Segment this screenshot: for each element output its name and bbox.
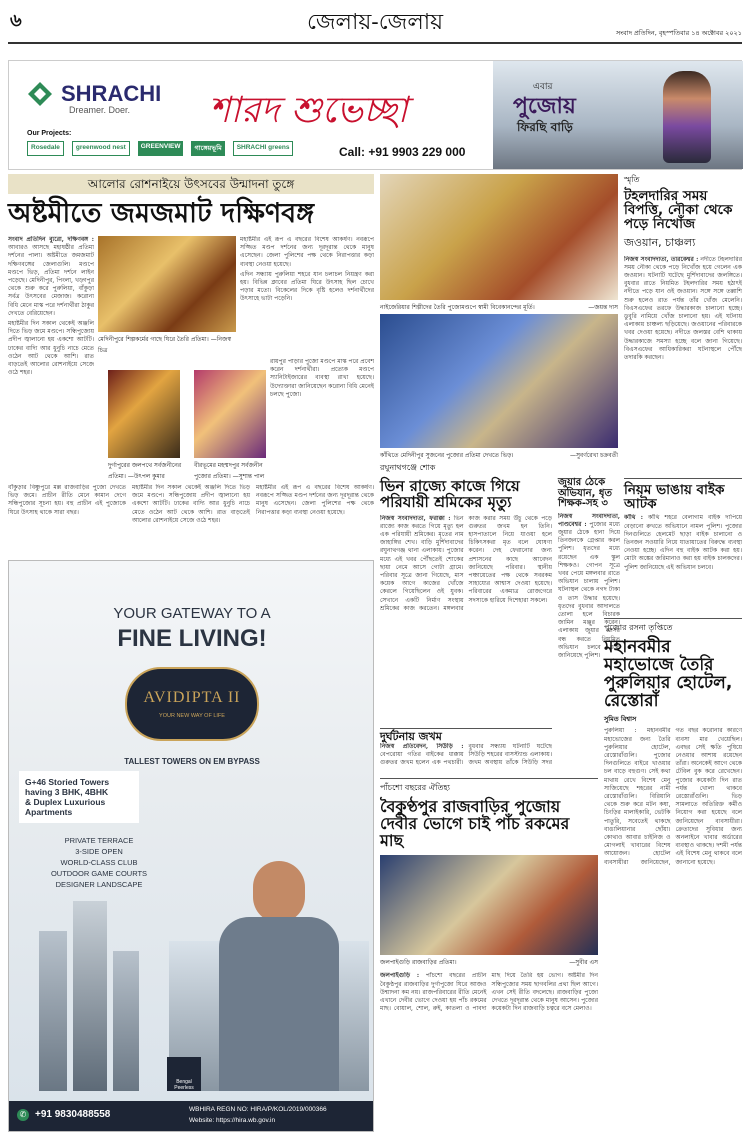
ad-phone[interactable]: Call: +91 9903 229 000 xyxy=(339,145,466,159)
brand-name: SHRACHI xyxy=(61,81,162,106)
ad-regn: WBHIRA REGN NO: HIRA/P/KOL/2019/000366 xyxy=(189,1106,327,1113)
lead-headline: অষ্টমীতে জমজমাট দক্ষিণবঙ্গ xyxy=(8,198,315,229)
bike-story xyxy=(624,478,742,614)
photo-credit: —সুবীর এস xyxy=(569,959,598,967)
lead-photo3 xyxy=(194,370,266,458)
amenity-line: WORLD-CLASS CLUB xyxy=(60,858,138,867)
lead-body2-cont: মহাষ্টমীর দিন সকাল থেকেই অঞ্জলি দিতে ভিড় জমে মণ্ডপে। সন্ধিপুজোয় প্রদীপ জ্বালানো হয় একশো আটটি। ঢাকের বাদ্যি আর ধুনুচি নাচে মেতে ওঠেন আট থেকে আশি। রাত বাড়তেই আলোর রোশনাইয়ে সেজে ওঠে শহর। xyxy=(132,484,250,524)
top-ad[interactable] xyxy=(8,60,742,170)
lead-body3: মহাষ্টমীর এই রূপ এ বছরের বিশেষ আকর্ষণ। নবরূপে সজ্জিত মণ্ডপ দর্শনের জন্য দূরদূরান্ত থেকে মানুষ এসেছেন। জেলা পুলিশের পক্ষ থেকে নিরাপত্তার কড়া ব্যবস্থা নেওয়া হয়েছে। xyxy=(240,236,374,268)
caption-text: কাঁথিতে মেদিনীপুর সুজনের পুজোর প্রতিমা দেখতে ভিড়। xyxy=(380,452,514,459)
side-subhead: জওয়ান, চাঞ্চল্য xyxy=(624,235,696,249)
lead-body2: মহাষ্টমীর দিন সকাল থেকেই অঞ্জলি দিতে ভিড় জমে মণ্ডপে। সন্ধিপুজোয় প্রদীপ জ্বালানো হয় একশো আটটি। ঢাকের বাদ্যি আর ধুনুচি নাচে মেতে ওঠেন আট থেকে আশি। রাত বাড়তেই আলোর রোশনাইয়ে সেজে ওঠে শহর। xyxy=(8,320,94,377)
model-figure xyxy=(663,71,711,163)
feature-line: & Duplex Luxurious xyxy=(25,797,106,807)
migrant-byline: নিজস্ব সংবাদদাতা, ফরাক্কা : xyxy=(380,514,451,522)
caption-text: নাইজেরিয়ার শিল্পীদের তৈরি পুজোমণ্ডপে স্বামী বিবেকানন্দের মূর্তি। xyxy=(380,304,535,311)
right-line2: পুজোয় xyxy=(513,93,576,119)
lead-caption3 xyxy=(194,460,274,482)
amenity-line: DESIGNER LANDSCAPE xyxy=(55,880,143,889)
caption-text: দুর্গাপুরের জলপথে সর্বজনীনের প্রতিমা। xyxy=(108,462,182,480)
mid-caption2 xyxy=(380,450,618,461)
caption-text: বীরভূমের মহম্মদপুর সর্বজনীন পুজোর প্রতিমা। xyxy=(194,462,263,480)
rajbari-body-text: পাঁচশো বছরের প্রাচীন বৈকুণ্ঠপুর রাজবাড়ির দুর্গাপুজো ঘিরে আজও উন্মাদনা কম নয়। রাজপরিবারের রীতি মেনেই এখানে দেবীর ভোগে দেওয়া হয় পাঁচ রকমের মাছ। বোয়াল, শোল, রুই, কাতলা ও পাবদা মাছ দিয়ে তৈরি হয় ভোগ। অষ্টমীর দিন সন্ধিপুজোর সময় ছাগবলির প্রথা ছিল আগে। এখন সেই রীতি বদলেছে। রাজবাড়ির পুজো দেখতে দূরদূরান্ত থেকে মানুষ আসেন। পুজোর কয়েকটা দিন রাজবাড়ি চত্বরে বসে মেলাও। xyxy=(380,972,598,1013)
ad-website[interactable]: Website: https://hira.wb.gov.in xyxy=(189,1117,276,1124)
projects-list xyxy=(27,141,327,156)
ad-headline: শারদ শুভেচ্ছা xyxy=(209,90,408,131)
rajbari-headline: বৈকুণ্ঠপুর রাজবাড়ির পুজোয় দেবীর ভোগে চাই পাঁচ রকমের মাছ xyxy=(380,797,570,850)
right-line3: ফিরছি বাড়ি xyxy=(517,120,573,134)
lead-caption2 xyxy=(108,460,188,482)
bike-headline: নিয়ম ভাঙায় বাইক আটক xyxy=(624,482,725,513)
lead-body5: রায়পুর পাড়ার পুজো মণ্ডপে মাস্ক পরে প্রবেশ করেন দর্শনার্থীরা। প্রত্যেক মণ্ডপে স্যানিটাইজারের ব্যবস্থা রাখা হয়েছে। উদ্যোক্তারা জানিয়েছেন করোনা বিধি মেনেই চলছে পুজো। xyxy=(270,358,374,398)
ad-tag1: YOUR GATEWAY TO A xyxy=(113,605,271,622)
mid-photo2 xyxy=(380,314,618,448)
side-body xyxy=(624,256,742,456)
ad-phone-number[interactable]: +91 9830488558 xyxy=(35,1109,111,1120)
rajbari-byline: জলপাইগুড়ি : xyxy=(380,972,420,980)
avidipta-ad[interactable] xyxy=(8,560,374,1132)
rajbari-kicker: পাঁচশো বছরের ঐতিহ্য xyxy=(380,783,450,792)
amenity-line: 3-SIDE OPEN xyxy=(75,847,123,856)
lead-body3-cont: মহাষ্টমীর এই রূপ এ বছরের বিশেষ আকর্ষণ। নবরূপে সজ্জিত মণ্ডপ দর্শনের জন্য দূরদূরান্ত থেকে মানুষ এসেছেন। জেলা পুলিশের পক্ষ থেকে নিরাপত্তার কড়া ব্যবস্থা নেওয়া হয়েছে। xyxy=(256,484,374,516)
purulia-byline: সুমিত বিশ্বাস xyxy=(604,715,637,724)
shrachi-logo xyxy=(25,79,55,109)
photo-credit: —জয়ন্ত দাস xyxy=(588,304,618,311)
caption-text: জলপাইগুড়ি রাজবাড়ির প্রতিমা। xyxy=(380,959,457,967)
tower-illustration xyxy=(19,901,169,1091)
lead-story xyxy=(8,174,374,556)
accident-body-text: বেপরোয়া গতির বাইকের ধাক্কায় গুরুতর জখম হলেন এক পথচারী। বুধবার সন্ধ্যায় ঘটনাটি ঘটেছে সিউড়ি শহরের বাসস্ট্যান্ড এলাকায়। জখম অবস্থায় তাঁকে সিউড়ি সদর xyxy=(380,742,552,766)
project-logo: SHRACHI greens xyxy=(233,141,294,156)
side-body-text: নদীতে টহলদারির সময় নৌকা থেকে পড়ে নিখোঁজ হয়ে গেলেন এক জওয়ান। ঘটনাটি ঘটেছে মুর্শিদাবাদের জলঙ্গিতে। বুধবার রাতে নিয়মিত টহলদারির সময় হঠাৎই নদীতে পড়ে যান ওই জওয়ান। সঙ্গে সঙ্গে তল্লাশি শুরু হলেও রাত পর্যন্ত তাঁর খোঁজ মেলেনি। বিএসএফের তরফে উদ্ধারকাজ চালানো হচ্ছে। ডুবুরি নামিয়ে খোঁজ চালানো হয়। এই ঘটনায় এলাকায় চাঞ্চল্য ছড়িয়েছে। জওয়ানের পরিবারকে খবর দেওয়া হয়েছে। নদীতে জলস্তর বেশি থাকায় উদ্ধারকাজে সমস্যা হচ্ছে বলে জানা গিয়েছে। বিএসএফের আধিকারিকরা ঘটনাস্থলে পৌঁছে তদারকি করছেন। xyxy=(624,255,742,361)
lead-photo1 xyxy=(98,236,236,332)
accident-headline: দুর্ঘটনায় জখম xyxy=(380,730,442,743)
migrant-headline: ভিন রাজ্যে কাজে গিয়ে পরিযায়ী শ্রমিকের মৃত্যু xyxy=(380,477,520,511)
rajbari-photo xyxy=(380,855,598,955)
ad-footer xyxy=(9,1101,373,1131)
lead-body1: আবারও আসছে মহাষষ্ঠীর প্রতিমা দর্শনের পালা। অষ্টমীতে জমজমাট দক্ষিণবঙ্গের জেলাগুলি। মণ্ডপে মণ্ডপে ভিড়, প্রতিমা দর্শনে লাইন পড়েছে। মেদিনীপুর, পিংলা, খড়্গপুর থেকে শুরু করে পুরুলিয়া, বাঁকুড়া সর্বত্র উৎসবের মেজাজ। করোনা বিধি মেনে মাস্ক পরে দর্শনার্থীরা ঠাকুর দেখতে বেরিয়েছেন। xyxy=(8,244,94,317)
lead-col1 xyxy=(8,236,94,474)
side-headline: টহলদারির সময় বিপত্তি, নৌকা থেকে পড়ে নিখোঁজ xyxy=(624,188,733,233)
migrant-kicker: রঘুনাথগঞ্জে শোক xyxy=(380,463,436,472)
ad-features xyxy=(19,771,139,823)
lead-kicker: আলোর রোশনাইয়ে উৎসবের উন্মাদনা তুঙ্গে xyxy=(8,174,374,194)
lead-photo2 xyxy=(108,370,180,458)
photo-credit: —সুবর্ণরেখা চক্রবর্তী xyxy=(569,452,618,459)
rajbari-caption xyxy=(380,957,598,968)
feature-line: having 3 BHK, 4BHK xyxy=(25,787,109,797)
lead-byline: সংবাদ প্রতিদিন ব্যুরো, দক্ষিণবঙ্গ : xyxy=(8,236,94,243)
amenity-line: OUTDOOR GAME COURTS xyxy=(50,869,148,878)
project-badge xyxy=(125,667,259,741)
bike-body-text: কাঁথি শহরে বেলাগাম বাইক দাপিয়ে বেড়ানো রুখতে অভিযানে নামল পুলিশ। পুজোর দিনগুলিতে হেলমেট ছাড়া বাইক চালানো ও তিনজন সওয়ারি নিয়ে যাতায়াতের বিরুদ্ধে ব্যবস্থা নেওয়া হচ্ছে। এদিন বহু বাইক আটক করা হয়। মোটা অঙ্কের জরিমানাও করা হয় বাইক চালকদের। পুলিশ জানিয়েছে এই অভিযান চলবে। xyxy=(624,514,742,571)
migrant-body xyxy=(380,515,552,711)
lead-caption1 xyxy=(98,334,236,356)
section-title: জেলায়-জেলায় xyxy=(306,10,444,35)
lead-body6: বাঁকুড়ার বিষ্ণুপুরে মল্ল রাজবাড়ির পুজো দেখতে ভিড় জমে। প্রাচীন রীতি মেনে কামান দেগে সন্ধিপুজোর সূচনা হয়। বহু প্রাচীন এই পুজোকে ঘিরে উৎসাহ থাকে সারা বছর। xyxy=(8,484,126,516)
lead-col4 xyxy=(270,358,374,484)
purulia-body xyxy=(604,727,742,1107)
lead-col5 xyxy=(8,484,374,556)
purulia-headline: মহানবমীর মহাভোজে তৈরি পুরুলিয়ার হোটেল, রেস্তোরাঁ xyxy=(604,637,733,711)
mid-caption1 xyxy=(380,302,618,313)
ad-amenities xyxy=(29,835,169,890)
side-byline: নিজস্ব সংবাদদাতা, তারকেশ্বর : xyxy=(624,255,699,263)
bike-body xyxy=(624,514,742,604)
purulia-kicker: পুজোর রসনা তৃপ্তিতে xyxy=(604,623,673,632)
shrachi-logo-icon xyxy=(25,79,55,109)
side-story xyxy=(624,174,742,474)
spokesperson xyxy=(219,861,339,1091)
lead-col3 xyxy=(240,236,374,354)
paper-date: সংবাদ প্রতিদিন, বৃহস্পতিবার ১৪ অক্টোবর ২০২১ xyxy=(615,29,742,37)
accident-story xyxy=(380,728,552,774)
bike-byline: কাঁথি : xyxy=(624,514,643,522)
teacher-byline: নিজস্ব সংবাদদাতা, পাণ্ডবেশ্বর : xyxy=(558,512,620,528)
bengal-peerless-logo: Bengal Peerless xyxy=(167,1057,201,1091)
teacher-headline: জুয়ার ঠেকে অভিযান, ধৃত শিক্ষক-সহ ৩ xyxy=(558,477,612,509)
purulia-story xyxy=(604,618,742,1134)
mid-photo1 xyxy=(380,174,618,300)
accident-body xyxy=(380,743,552,773)
ad-tallest: TALLEST TOWERS ON EM BYPASS xyxy=(124,757,260,766)
accident-byline: নিজস্ব প্রতিবেদন, সিউড়ি : xyxy=(380,742,464,750)
feature-line: Apartments xyxy=(25,807,73,817)
caption-text: মেদিনীপুরে শিল্পকর্মের গাছে ঘিরে তৈরি প্রতিমা। xyxy=(98,336,209,343)
phone-icon: ✆ xyxy=(17,1109,29,1121)
project-tag: YOUR NEW WAY OF LIFE xyxy=(159,713,225,719)
rajbari-story xyxy=(380,778,598,1134)
photo-credit: —উৎপল কুমার xyxy=(127,473,165,480)
masthead-rule xyxy=(8,42,742,44)
photo-credit: —নিজস্ব চিত্র xyxy=(98,336,232,354)
project-logo: Rosedale xyxy=(27,141,64,156)
projects-label: Our Projects: xyxy=(27,130,72,137)
migrant-story xyxy=(380,462,552,724)
ad-right-panel xyxy=(493,61,743,169)
feature-line: G+46 Storied Towers xyxy=(25,777,110,787)
brand-tagline: Dreamer. Doer. xyxy=(69,105,131,115)
project-name: AVIDIPTA II xyxy=(143,689,241,706)
page-number: ৬ xyxy=(10,10,22,31)
side-kicker: স্মৃতি xyxy=(624,175,640,184)
ad-tag2: FINE LIVING! xyxy=(117,625,267,652)
photo-credit: —সুশান্ত পাল xyxy=(232,473,265,480)
project-logo: greenwood nest xyxy=(72,141,130,156)
masthead xyxy=(0,0,750,50)
amenity-line: PRIVATE TERRACE xyxy=(64,836,134,845)
project-logo: গাঙ্গেয়ভূমি xyxy=(191,141,224,156)
project-logo: GREENVIEW xyxy=(138,141,184,156)
lead-body4: এদিন সন্ধ্যায় পুরুলিয়া শহরে যান চলাচল নিয়ন্ত্রণ করা হয়। বিভিন্ন ক্লাবের প্রতিমা ঘিরে উৎসাহ ছিল চোখে পড়ার মতো। বিকেলের দিকে বৃষ্টি হলেও দর্শনার্থীদের উৎসাহে ভাটা পড়েনি। xyxy=(240,270,374,303)
rajbari-body xyxy=(380,972,598,1080)
migrant-body-text: ভিন রাজ্যে কাজ করতে গিয়ে মৃত্যু হল এক পরিযায়ী শ্রমিকের। মৃতের নাম জাহাঙ্গির শেখ। বাড়ি মুর্শিদাবাদের রঘুনাথগঞ্জ থানা এলাকায়। পুজোর মধ্যে এই খবর পৌঁছতেই শোকের ছায়া নেমে আসে গোটা গ্রামে। পরিবার সূত্রে জানা গিয়েছে, মাস কয়েক আগে কাজের খোঁজে কেরলে গিয়েছিলেন ওই যুবক। সেখানে একটি নির্মাণ সংস্থায় শ্রমিকের কাজ করতেন। মঙ্গলবার কাজ করার সময় উঁচু থেকে পড়ে গুরুতর জখম হন তিনি। হাসপাতালে নিয়ে যাওয়া হলে চিকিৎসকরা মৃত বলে ঘোষণা করেন। দেহ ফেরানোর জন্য প্রশাসনের কাছে আবেদন জানিয়েছে পরিবার। স্থানীয় পঞ্চায়েতের পক্ষ থেকে সবরকম সাহায্যের আশ্বাস দেওয়া হয়েছে। পরিবারের একমাত্র রোজগেরে সদস্যকে হারিয়ে দিশেহারা সকলে। xyxy=(380,514,552,612)
purulia-body-text: পুরুলিয়া : মহানবমীর মহাভোজের জন্য তৈরি পুরুলিয়ার হোটেল, রেস্তোরাঁগুলি। পুজোর দিনগুলিতে বাইরে খাওয়ার চল বাড়ে বহুগুণ। সেই কথা মাথায় রেখে বিশেষ মেনু সাজিয়েছে শহরের নামী রেস্তোরাঁগুলি। বিরিয়ানি থেকে শুরু করে মটন কষা, চিংড়ির মালাইকারি, ভেটকি পাতুরি, সবেতেই থাকছে বাঙালিয়ানার ছোঁয়া। কোথাও আবার চাইনিজ ও মোগলাই খাবারের বিশেষ আয়োজন। হোটেল ব্যবসায়ীরা জানিয়েছেন, গত বছর করোনার কারণে ব্যবসা মার খেয়েছিল। এবছর সেই ক্ষতি পুষিয়ে নেওয়ার আশায় রয়েছেন তাঁরা। অনেকেই আগে থেকে টেবিল বুক করে রেখেছেন। পুজোর কয়েকটা দিন রাত পর্যন্ত খোলা থাকবে রেস্তোরাঁগুলি। ভিড় সামলাতে অতিরিক্ত কর্মীও নিয়োগ করা হয়েছে বলে জানিয়েছেন ব্যবসায়ীরা। ক্রেতাদের সুবিধার জন্য অনলাইনে খাবার অর্ডারের ব্যবস্থাও থাকছে। দশমী পর্যন্ত এই বিশেষ মেনু থাকবে বলে জানানো হয়েছে। xyxy=(604,727,742,866)
right-line1: এবার xyxy=(533,82,553,92)
teacher-body-text: পুজোর মধ্যে জুয়ার ঠেকে হানা দিয়ে তিনজনকে গ্রেপ্তার করল পুলিশ। ধৃতদের মধ্যে রয়েছেন এক স্কুল শিক্ষকও। গোপন সূত্রে খবর পেয়ে মঙ্গলবার রাতে অভিযান চালায় পুলিশ। ঘটনাস্থল থেকে নগদ টাকা ও তাস উদ্ধার হয়েছে। ধৃতদের বুধবার আদালতে তোলা হলে বিচারক জামিন মঞ্জুর করেন। এলাকায় জুয়ার আসর বন্ধ করতে নিয়মিত অভিযান চলবে বলে জানিয়েছে পুলিশ। xyxy=(558,520,620,659)
